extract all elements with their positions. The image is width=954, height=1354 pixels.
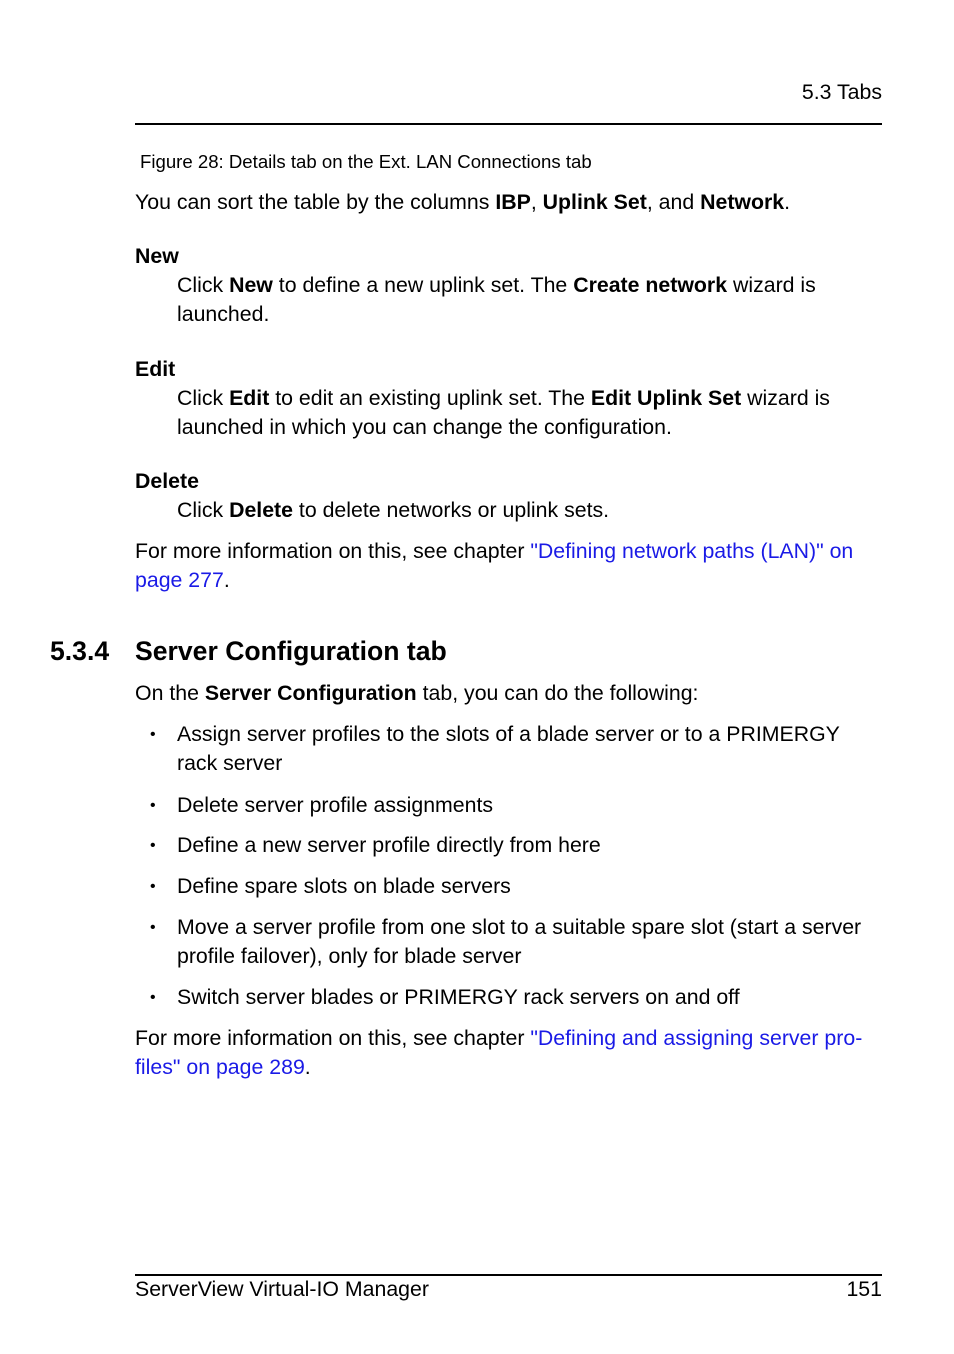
- header-rule: [135, 123, 882, 125]
- sort-paragraph: You can sort the table by the columns IBP, Uplink Set, and Network.: [135, 190, 791, 214]
- bullet-icon: •: [150, 878, 156, 895]
- footer-title: ServerView Virtual-IO Manager: [135, 1277, 429, 1301]
- term-new: New: [135, 244, 179, 268]
- link-defining-network-paths[interactable]: "Defining network paths (LAN)" on: [530, 539, 854, 563]
- section-title: Server Configuration tab: [135, 636, 447, 666]
- running-header: [802, 78, 882, 107]
- section-intro: On the Server Configuration tab, you can do the following:: [135, 681, 699, 705]
- section-heading: [50, 634, 109, 668]
- column-ibp: IBP: [495, 190, 531, 214]
- section-number: 5.3.4: [50, 636, 110, 666]
- bullet-icon: •: [150, 989, 156, 1006]
- link-page-277[interactable]: page 277: [135, 568, 224, 592]
- new-description: Click New to define a new uplink set. The Create network wizard is launched.: [177, 273, 816, 326]
- bullet-icon: •: [150, 837, 156, 854]
- column-uplink-set: Uplink Set: [542, 190, 647, 214]
- delete-description: Click Delete to delete networks or uplink sets.: [177, 498, 610, 522]
- link-page-289[interactable]: files" on page 289: [135, 1055, 305, 1079]
- figure-caption: Figure 28: Details tab on the Ext. LAN Connections tab: [140, 151, 592, 172]
- more-info-lan: For more information on this, see chapter "Defining network paths (LAN)" on page 277.: [135, 539, 854, 592]
- bullet-icon: •: [150, 726, 156, 743]
- term-edit: Edit: [135, 357, 176, 381]
- more-info-profiles: For more information on this, see chapter "Defining and assigning server pro- files" on page 289.: [135, 1026, 863, 1079]
- header-section: 5.3 Tabs: [801, 80, 882, 104]
- link-defining-assigning-profiles[interactable]: "Defining and assigning server pro-: [530, 1026, 863, 1050]
- page-number: 151: [846, 1277, 882, 1301]
- bullet-icon: •: [150, 919, 156, 936]
- term-delete: Delete: [135, 469, 199, 493]
- column-network: Network: [700, 190, 785, 214]
- edit-description: Click Edit to edit an existing uplink set. The Edit Uplink Set wizard is launched in which you can change the configuration.: [177, 386, 830, 439]
- bullet-icon: •: [150, 797, 156, 814]
